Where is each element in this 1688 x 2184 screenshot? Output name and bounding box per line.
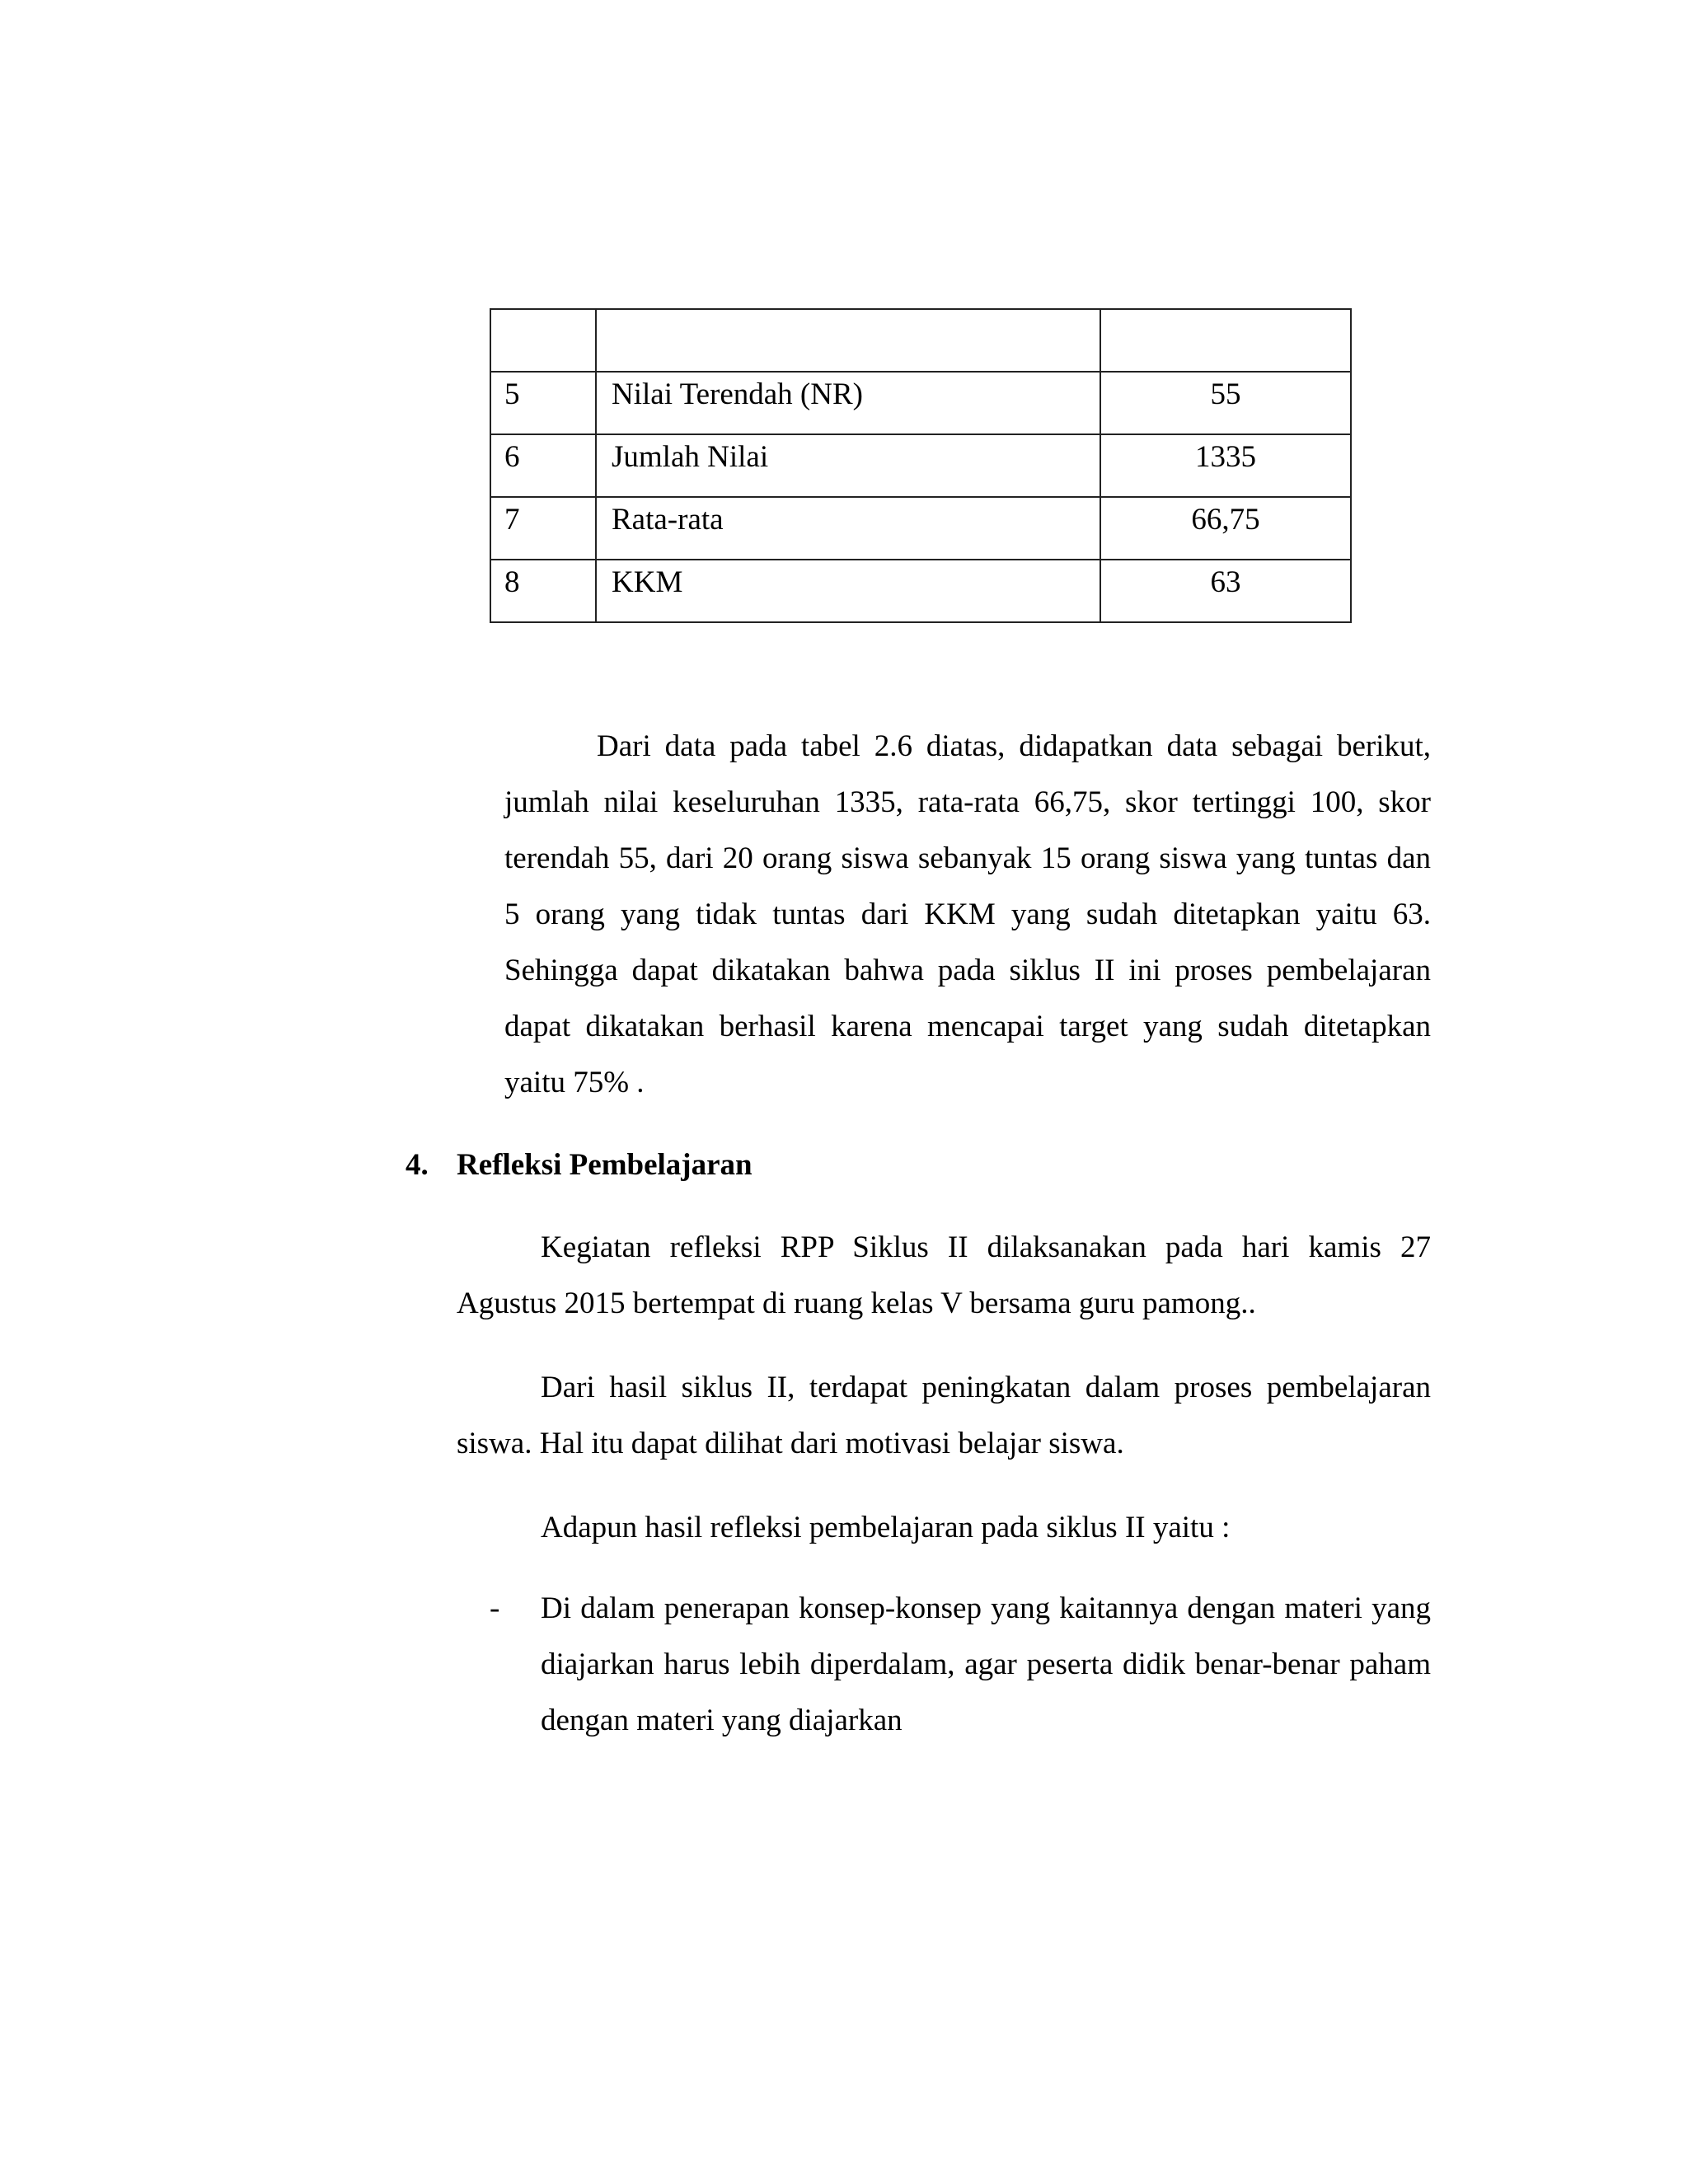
row-label-cell: Nilai Terendah (NR) (596, 372, 1100, 434)
table-row (490, 372, 1351, 434)
table-row (490, 434, 1351, 497)
row-number-cell: 5 (490, 372, 596, 434)
row-value-cell: 63 (1100, 560, 1351, 622)
row-number-cell (490, 309, 596, 372)
table-row (490, 309, 1351, 372)
section-number: 4. (406, 1148, 429, 1182)
table-row (490, 497, 1351, 560)
row-label-cell: Rata-rata (596, 497, 1100, 560)
row-value-cell: 66,75 (1100, 497, 1351, 560)
row-label-cell: KKM (596, 560, 1100, 622)
row-label-cell (596, 309, 1100, 372)
table-row (490, 560, 1351, 622)
row-label-cell: Jumlah Nilai (596, 434, 1100, 497)
row-value-cell (1100, 309, 1351, 372)
reflection-paragraph: Kegiatan refleksi RPP Siklus II dilaksanakan pada hari kamis 27 Agustus 2015 bertempat di ruang kelas V bersama guru pamong.. (457, 1230, 1431, 1320)
results-table (490, 308, 1352, 623)
row-number-cell: 7 (490, 497, 596, 560)
bullet-text: Di dalam penerapan konsep-konsep yang kaitannya dengan materi yang diajarkan harus lebih diperdalam, agar peserta didik benar-benar paham dengan materi yang diajarkan (541, 1591, 1431, 1737)
row-number-cell: 8 (490, 560, 596, 622)
reflection-paragraph: Adapun hasil refleksi pembelajaran pada siklus II yaitu : (541, 1511, 1231, 1544)
row-value-cell: 1335 (1100, 434, 1351, 497)
row-value-cell: 55 (1100, 372, 1351, 434)
bullet-marker: - (490, 1591, 500, 1625)
section-heading (406, 1137, 753, 1193)
analysis-paragraph: Dari data pada tabel 2.6 diatas, didapatkan data sebagai berikut, jumlah nilai keseluruhan 1335, rata-rata 66,75, skor tertinggi 100, skor terendah 55, dari 20 orang siswa sebanyak 15 orang siswa yang tuntas dan 5 orang yang tidak tuntas dari KKM yang sudah ditetapkan yaitu 63. Sehingga dapat dikatakan bahwa pada siklus II ini proses pembelajaran dapat dikatakan berhasil karena mencapai target yang sudah ditetapkan yaitu 75% . (504, 729, 1431, 1099)
row-number-cell: 6 (490, 434, 596, 497)
reflection-paragraph: Dari hasil siklus II, terdapat peningkatan dalam proses pembelajaran siswa. Hal itu dapat dilihat dari motivasi belajar siswa. (457, 1371, 1431, 1460)
section-title: Refleksi Pembelajaran (457, 1148, 753, 1182)
